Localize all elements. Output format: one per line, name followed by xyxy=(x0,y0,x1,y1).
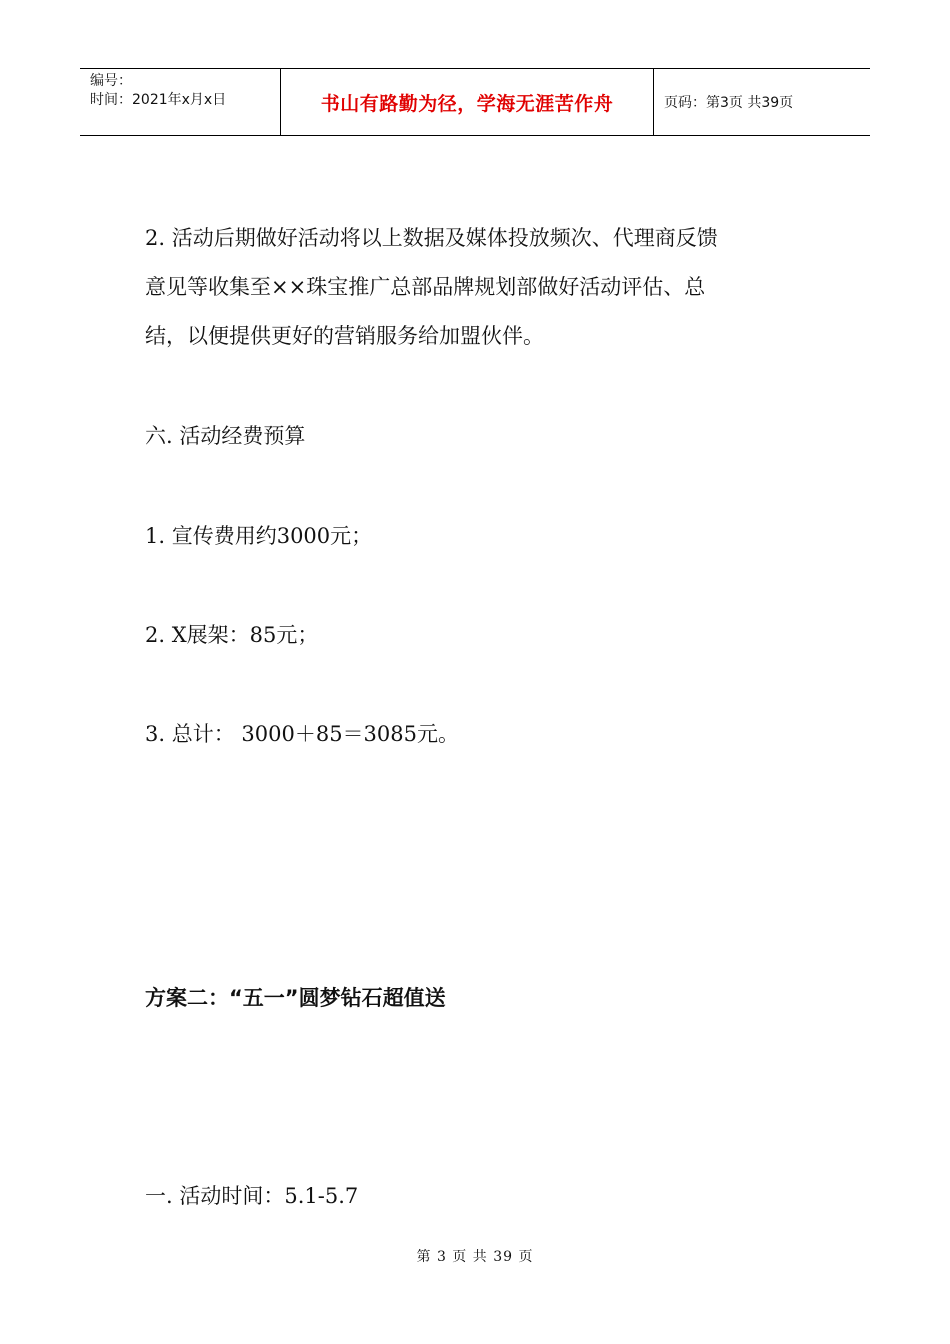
paragraph-line: 意见等收集至××珠宝推广总部品牌规划部做好活动评估、总 xyxy=(145,275,706,299)
document-number-label: 编号： xyxy=(90,73,132,89)
section-heading-time: 一. 活动时间：5.1-5.7 xyxy=(145,1184,359,1208)
budget-item: 1. 宣传费用约3000元； xyxy=(145,524,373,548)
plan-two-title: 方案二：“五一”圆梦钻石超值送 xyxy=(145,986,446,1010)
page-footer: 第 3 页 共 39 页 xyxy=(416,1249,534,1265)
header-page-label: 页码：第3页 共39页 xyxy=(664,95,794,111)
header-meta-cell xyxy=(80,69,281,135)
document-header xyxy=(80,68,870,136)
paragraph-line: 结，以便提供更好的营销服务给加盟伙伴。 xyxy=(145,324,544,348)
header-slogan-cell xyxy=(281,69,654,135)
document-date-label: 时间：2021年x月x日 xyxy=(90,92,227,108)
header-slogan: 书山有路勤为径，学海无涯苦作舟 xyxy=(320,92,614,115)
header-page-cell xyxy=(654,69,870,135)
section-heading-budget: 六. 活动经费预算 xyxy=(145,424,306,448)
budget-item: 2. X展架：85元； xyxy=(145,623,319,647)
budget-total: 3. 总计： 3000＋85＝3085元。 xyxy=(145,722,459,746)
paragraph-line: 2. 活动后期做好活动将以上数据及媒体投放频次、代理商反馈 xyxy=(145,226,718,250)
